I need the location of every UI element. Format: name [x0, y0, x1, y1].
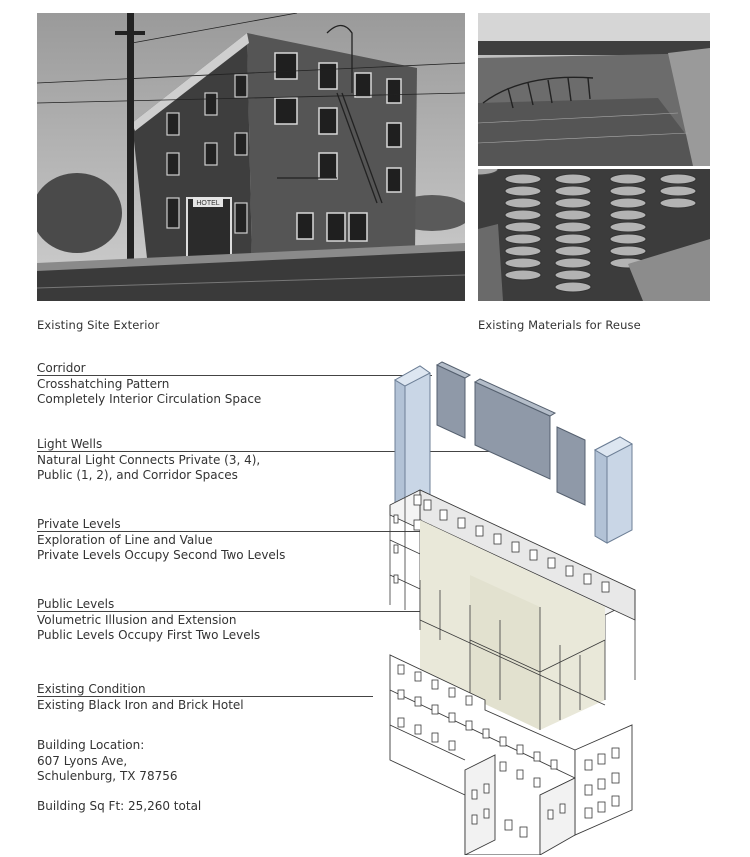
leader-existing-condition	[37, 696, 373, 697]
label-light-wells	[37, 437, 260, 484]
label-existing-condition-line1: Existing Black Iron and Brick Hotel	[37, 697, 244, 712]
label-private-levels-line1: Exploration of Line and Value	[37, 532, 213, 547]
location-heading: Building Location:	[37, 738, 145, 752]
leader-corridor	[37, 375, 432, 376]
label-existing-condition-title: Existing Condition	[37, 682, 146, 696]
label-existing-condition	[37, 682, 244, 713]
label-light-wells-title: Light Wells	[37, 437, 103, 451]
label-private-levels-line2: Private Levels Occupy Second Two Levels	[37, 548, 286, 562]
materials-reuse-caption: Existing Materials for Reuse	[478, 318, 641, 332]
label-light-wells-line2: Public (1, 2), and Corridor Spaces	[37, 468, 238, 482]
label-public-levels-line1: Volumetric Illusion and Extension	[37, 612, 237, 627]
materials-reuse-photo-top	[478, 13, 710, 166]
label-public-levels	[37, 597, 260, 644]
building-location	[37, 738, 177, 785]
building-area	[37, 799, 201, 815]
materials-reuse-photo-bottom	[478, 169, 710, 301]
site-exterior-photo	[37, 13, 465, 301]
label-public-levels-line2: Public Levels Occupy First Two Levels	[37, 628, 261, 642]
building-sq-ft: Building Sq Ft: 25,260 total	[37, 799, 202, 813]
exploded-axonometric-diagram	[380, 350, 645, 855]
label-corridor	[37, 361, 261, 408]
label-light-wells-line1: Natural Light Connects Private (3, 4),	[37, 452, 261, 467]
label-private-levels-title: Private Levels	[37, 517, 121, 531]
label-corridor-line2: Completely Interior Circulation Space	[37, 392, 262, 406]
location-address-line1: 607 Lyons Ave,	[37, 753, 128, 768]
leader-public-levels	[37, 611, 437, 612]
label-private-levels	[37, 517, 285, 564]
label-corridor-line1: Crosshatching Pattern	[37, 376, 170, 391]
label-corridor-title: Corridor	[37, 361, 86, 375]
location-address-line2: Schulenburg, TX 78756	[37, 769, 178, 783]
hotel-sign: HOTEL	[196, 200, 220, 207]
site-exterior-caption: Existing Site Exterior	[37, 318, 160, 332]
light-wells	[437, 362, 585, 505]
label-public-levels-title: Public Levels	[37, 597, 115, 611]
